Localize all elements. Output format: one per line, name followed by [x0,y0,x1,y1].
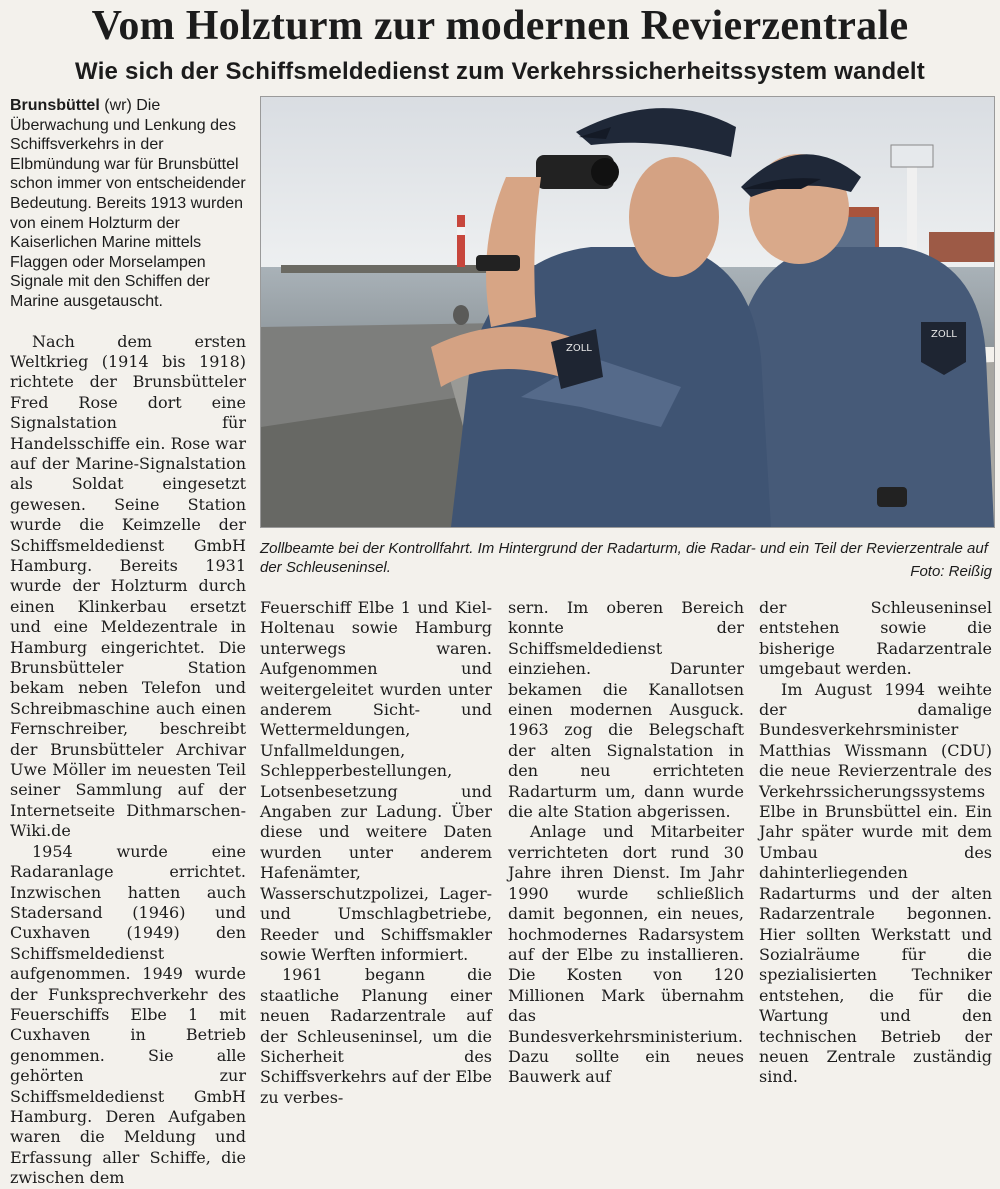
lead-text: (wr) Die Überwachung und Lenkung des Schiffsverkehrs in der Elbmündung war für Brunsbüttel schon immer von entscheidender Bedeutung. Bereits 1913 wurden von einem Holzturm der Kaiserlichen Marine mittels Flaggen oder Morselampen Signale mit den Schiffen der Marine ausgetauscht. [10,97,246,310]
dateline: Brunsbüttel [10,97,100,114]
body-paragraph: sern. Im oberen Bereich konnte der Schiffsmeldedienst einziehen. Darunter bekamen die Kanallotsen einen modernen Ausguck. 1963 zog die Belegschaft der alten Signalstation in den neu errichteten Radarturm um, dann wurde die alte Station abgerissen. [508,598,744,822]
body-paragraph: Im August 1994 weihte der damalige Bundesverkehrsminister Matthias Wissmann (CDU) die neue Revierzentrale des Verkehrssicherungssystems Elbe in Brunsbüttel ein. Ein Jahr später wurde mit dem Umbau des dahinterliegenden Radarturms und der alten Radarzentrale begonnen. Hier sollten Werkstatt und Sozialräume für die spezialisierten Techniker entstehen, die für die Wartung und den technischen Betrieb der neuen Zentrale zuständig sind. [759,679,992,1087]
column-1 [10,96,246,1189]
headline: Vom Holzturm zur modernen Revierzentrale [91,3,909,49]
body-paragraph: der Schleuseninsel entstehen sowie die bisherige Radarzentrale umgebaut werden. [759,598,992,679]
badge-label: ZOLL [931,329,957,340]
body-paragraph: 1954 wurde eine Radaranlage errichtet. Inzwischen hatten auch Stadersand (1946) und Cuxhaven (1949) den Schiffsmeldedienst aufgenommen. 1949 wurde der Funksprechverkehr des Feuerschiffs Elbe 1 mit Cuxhaven in Betrieb genommen. Sie alle gehörten zur Schiffsmeldedienst GmbH Hamburg. Deren Aufgaben waren die Meldung und Erfassung aller Schiffe, die zwischen dem [10,841,246,1188]
badge-label: ZOLL [566,343,592,354]
body-paragraph: Nach dem ersten Weltkrieg (1914 bis 1918) richtete der Brunsbütteler Fred Rose dort eine Signalstation für Handelsschiffe ein. Rose war auf der Marine-Signalstation als Soldat eingesetzt gewesen. Seine Station wurde die Keimzelle der Schiffsmeldedienst GmbH Hamburg. Bereits 1931 wurde der Holzturm durch einen Klinkerbau ersetzt und eine Meldezentrale in Hamburg eingerichtet. Die Brunsbütteler Station bekam neben Telefon und Schreibmaschine auch einen Fernschreiber, beschreibt der Brunsbütteler Archivar Uwe Möller im neuesten Teil seiner Sammlung auf der Internetseite Dithmarschen-Wiki.de [10,331,246,841]
body-paragraph: Anlage und Mitarbeiter verrichteten dort rund 30 Jahre ihren Dienst. Im Jahr 1990 wurde schließlich damit begonnen, ein neues, hochmodernes Radarsystem auf der Elbe zu installieren. Die Kosten von 120 Millionen Mark übernahm das Bundesverkehrsministerium. Dazu sollte ein neues Bauwerk auf [508,822,744,1087]
photo-credit: Foto: Reißig [910,563,992,580]
column-3 [508,598,744,1088]
body-paragraph: 1961 begann die staatliche Planung einer neuen Radarzentrale auf der Schleuseninsel, um die Sicherheit des Schiffsverkehrs auf der Elbe zu verbes- [260,965,492,1107]
column-4 [759,598,992,1088]
lead-paragraph [10,96,246,312]
column-2 [260,598,492,1108]
subline: Wie sich der Schiffsmeldedienst zum Verkehrssicherheitssystem wandelt [75,58,925,85]
article-photo [260,96,995,528]
photo-illustration [261,97,994,527]
body-paragraph: Feuerschiff Elbe 1 und Kiel-Holtenau sowie Hamburg unterwegs waren. Aufgenommen und weitergeleitet wurden unter anderem Sicht- und Wettermeldungen, Unfallmeldungen, Schlepperbestellungen, Lotsenbesetzung und Angaben zur Ladung. Über diese und weitere Daten wurden unter anderem Hafenämter, Wasserschutzpolizei, Lager- und Umschlagbetriebe, Reeder und Schiffsmakler sowie Werften informiert. [260,598,492,964]
photo-caption: Zollbeamte bei der Kontrollfahrt. Im Hintergrund der Radarturm, die Radar- und ein Teil der Revierzentrale auf der Schleuseninsel. [260,540,988,576]
